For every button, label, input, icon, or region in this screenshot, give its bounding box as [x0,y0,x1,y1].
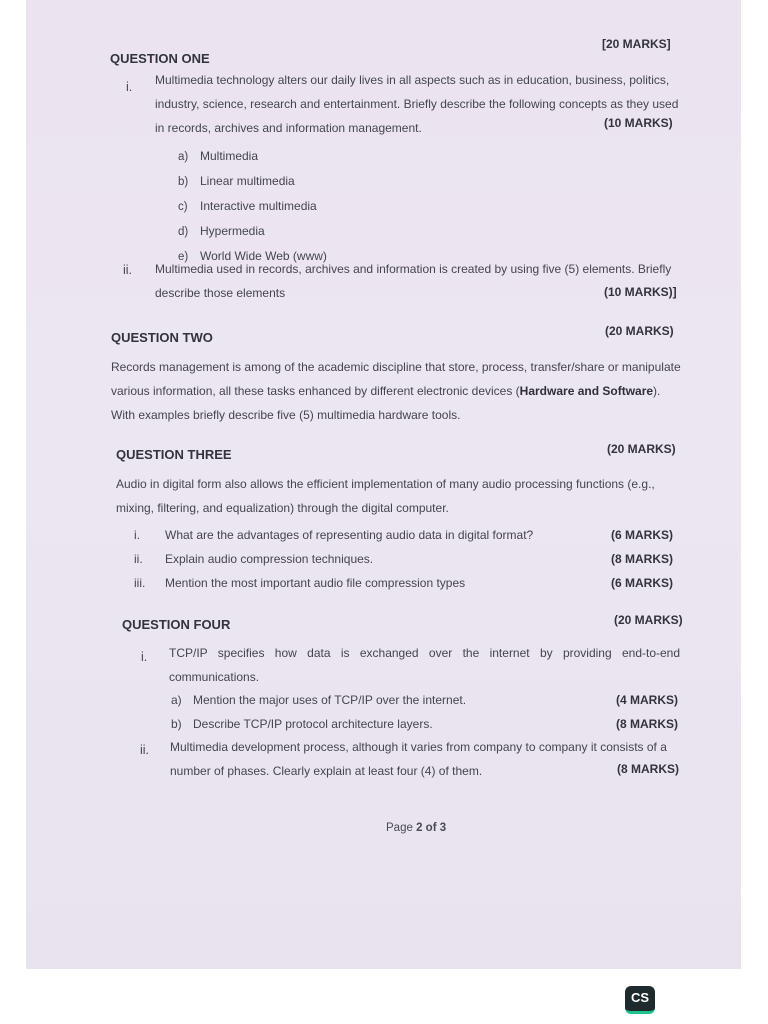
q2-text [111,355,711,427]
list-item: c) Interactive multimedia [178,199,317,213]
camscanner-logo-icon: CS [625,986,655,1014]
q4-ii-line2: number of phases. Clearly explain at least four (4) of them. [170,764,483,778]
background-strip [741,0,768,969]
q3-marks: (20 MARKS) [607,442,676,456]
q4-i-sublist [171,688,681,736]
list-item: d) Hypermedia [178,224,265,238]
q2-hardware-software: Hardware and Software [519,384,654,398]
q3-item-marks: (8 MARKS) [611,552,673,566]
q4-i-text [169,641,709,689]
q2-line2: various information, all these tasks enhanced by different electronic devices (Hardware and Software). [111,384,661,398]
q1-i-number: i. [126,80,133,94]
q4-i-number: i. [141,650,148,664]
q1-ii-marks: (10 MARKS)] [604,285,677,299]
list-item: e) World Wide Web (www) [178,249,327,263]
q1-i-line3: in records, archives and information management. [155,121,422,135]
q1-heading: QUESTION ONE [110,51,210,66]
q1-marks: [20 MARKS] [602,37,671,51]
q4-item-marks: (4 MARKS) [616,693,678,707]
q1-i-line1: Multimedia technology alters our daily lives in all aspects such as in education, business, politics, [155,73,670,87]
q3-heading: QUESTION THREE [116,447,232,462]
q4-item-marks: (8 MARKS) [616,717,678,731]
q3-line1: Audio in digital form also allows the efficient implementation of many audio processing functions (e.g., [116,477,655,491]
q2-line1: Records management is among of the academic discipline that store, process, transfer/share or manipulate [111,360,681,374]
q2-heading: QUESTION TWO [111,330,213,345]
q1-i-sublist [178,144,478,269]
q1-ii-line1: Multimedia used in records, archives and information is created by using five (5) elements. Briefly [155,262,672,276]
q4-marks: (20 MARKS) [614,613,683,627]
q3-text [116,472,716,520]
q1-ii-line2: describe those elements [155,286,286,300]
q1-i-line2: industry, science, research and entertainment. Briefly describe the following concepts as they used [155,97,679,111]
q3-list [134,523,704,595]
page-number: Page 2 of 3 [386,822,447,834]
list-item: b) Describe TCP/IP protocol architecture layers. (8 MARKS) [171,712,681,736]
q4-i-line2: communications. [169,670,260,684]
q3-item-marks: (6 MARKS) [611,576,673,590]
list-item: iii. Mention the most important audio file compression types (6 MARKS) [134,571,704,595]
q3-item-marks: (6 MARKS) [611,528,673,542]
q1-i-marks: (10 MARKS) [604,116,673,130]
q4-heading: QUESTION FOUR [122,617,231,632]
q4-ii-marks: (8 MARKS) [617,762,679,776]
q4-i-line1: TCP/IP specifies how data is exchanged over the internet by providing end-to-end [169,646,681,660]
q2-marks: (20 MARKS) [605,324,674,338]
list-item: i. What are the advantages of representing audio data in digital format? (6 MARKS) [134,523,704,547]
exam-paper [26,0,741,969]
q2-line3: With examples briefly describe five (5) multimedia hardware tools. [111,408,461,422]
q1-ii-number: ii. [123,263,133,277]
q4-ii-number: ii. [140,743,150,757]
list-item: a) Multimedia [178,149,259,163]
list-item: ii. Explain audio compression techniques. (8 MARKS) [134,547,704,571]
q4-ii-line1: Multimedia development process, although it varies from company to company it consists of a [170,740,667,754]
list-item: a) Mention the major uses of TCP/IP over the internet. (4 MARKS) [171,688,681,712]
q3-line2: mixing, filtering, and equalization) through the digital computer. [116,501,449,515]
list-item: b) Linear multimedia [178,174,295,188]
